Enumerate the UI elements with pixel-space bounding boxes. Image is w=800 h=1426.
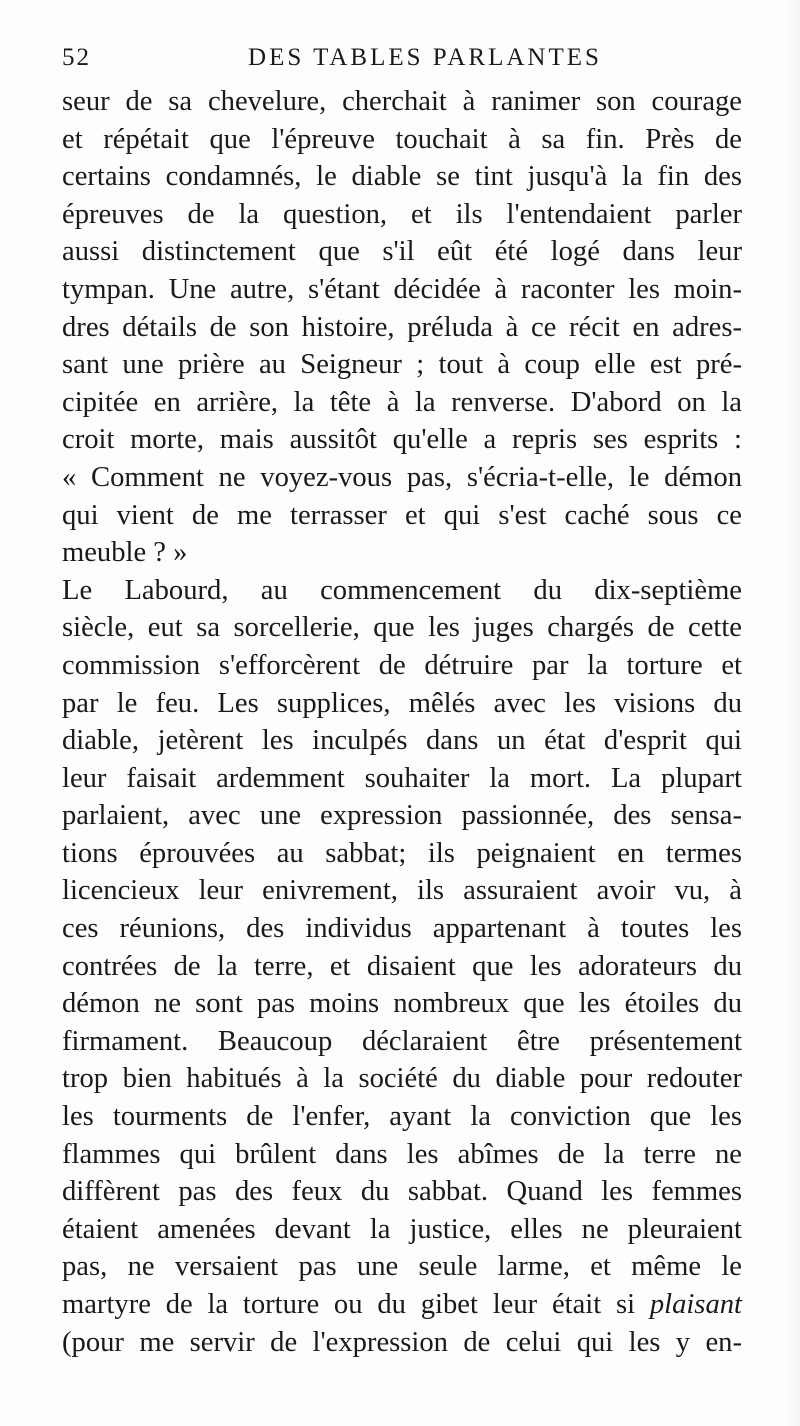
running-head xyxy=(62,44,742,74)
text-line-with-italic xyxy=(62,1286,742,1324)
text-line: contrées de la terre, et disaient que les adorateurs du xyxy=(62,950,742,982)
text-line: licencieux leur enivrement, ils assuraient avoir vu, à xyxy=(62,875,742,907)
text-line: épreuves de la question, et ils l'entendaient parler xyxy=(62,198,742,230)
text-line: diffèrent pas des feux du sabbat. Quand les femmes xyxy=(62,1176,742,1208)
text-segment: martyre de la torture ou du gibet leur était si xyxy=(62,1289,636,1320)
text-line: étaient amenées devant la justice, elles ne pleuraient xyxy=(62,1213,742,1245)
text-line: (pour me servir de l'expression de celui qui les y en- xyxy=(62,1326,742,1358)
text-line: « Comment ne voyez-vous pas, s'écria-t-elle, le démon xyxy=(62,461,742,493)
text-line: parlaient, avec une expression passionnée, des sensa- xyxy=(62,800,742,832)
text-line: pas, ne versaient pas une seule larme, et même le xyxy=(62,1251,742,1283)
text-line: sant une prière au Seigneur ; tout à coup elle est pré- xyxy=(62,349,742,381)
italic-word: plaisant xyxy=(649,1289,742,1320)
text-line: aussi distinctement que s'il eût été logé dans leur xyxy=(62,236,742,268)
text-line: trop bien habitués à la société du diable pour redouter xyxy=(62,1063,742,1095)
text-line: par le feu. Les supplices, mêlés avec les visions du xyxy=(62,687,742,719)
text-line: croit morte, mais aussitôt qu'elle a repris ses esprits : xyxy=(62,424,742,456)
text-line: meuble ? » xyxy=(62,537,188,569)
text-line: les tourments de l'enfer, ayant la conviction que les xyxy=(62,1101,742,1133)
text-line: leur faisait ardemment souhaiter la mort. La plupart xyxy=(62,762,742,794)
text-line: firmament. Beaucoup déclaraient être présentement xyxy=(62,1025,742,1057)
text-line: dres détails de son histoire, préluda à ce récit en adres- xyxy=(62,311,742,343)
text-line: certains condamnés, le diable se tint jusqu'à la fin des xyxy=(62,161,742,193)
text-line: tions éprouvées au sabbat; ils peignaient en termes xyxy=(62,837,742,869)
text-line: cipitée en arrière, la tête à la renverse. D'abord on la xyxy=(62,386,742,418)
text-line: seur de sa chevelure, cherchait à ranimer son courage xyxy=(62,86,742,117)
text-line: Le Labourd, au commencement du dix-septième xyxy=(62,574,742,606)
page-number: 52 xyxy=(62,44,91,71)
text-line: flammes qui brûlent dans les abîmes de la terre ne xyxy=(62,1138,742,1170)
text-line: tympan. Une autre, s'étant décidée à raconter les moin- xyxy=(62,273,742,305)
text-line: siècle, eut sa sorcellerie, que les juges chargés de cette xyxy=(62,612,742,644)
text-line: et répétait que l'épreuve touchait à sa fin. Près de xyxy=(62,123,742,155)
page-edge-shadow xyxy=(786,0,800,1426)
body-text xyxy=(62,83,742,1361)
header-title: DES TABLES PARLANTES xyxy=(248,44,602,71)
text-line: qui vient de me terrasser et qui s'est caché sous ce xyxy=(62,499,742,531)
text-line: ces réunions, des individus appartenant à toutes les xyxy=(62,913,742,945)
text-line: commission s'efforcèrent de détruire par la torture et xyxy=(62,649,742,681)
text-line: diable, jetèrent les inculpés dans un état d'esprit qui xyxy=(62,725,742,757)
text-line: démon ne sont pas moins nombreux que les étoiles du xyxy=(62,988,742,1020)
